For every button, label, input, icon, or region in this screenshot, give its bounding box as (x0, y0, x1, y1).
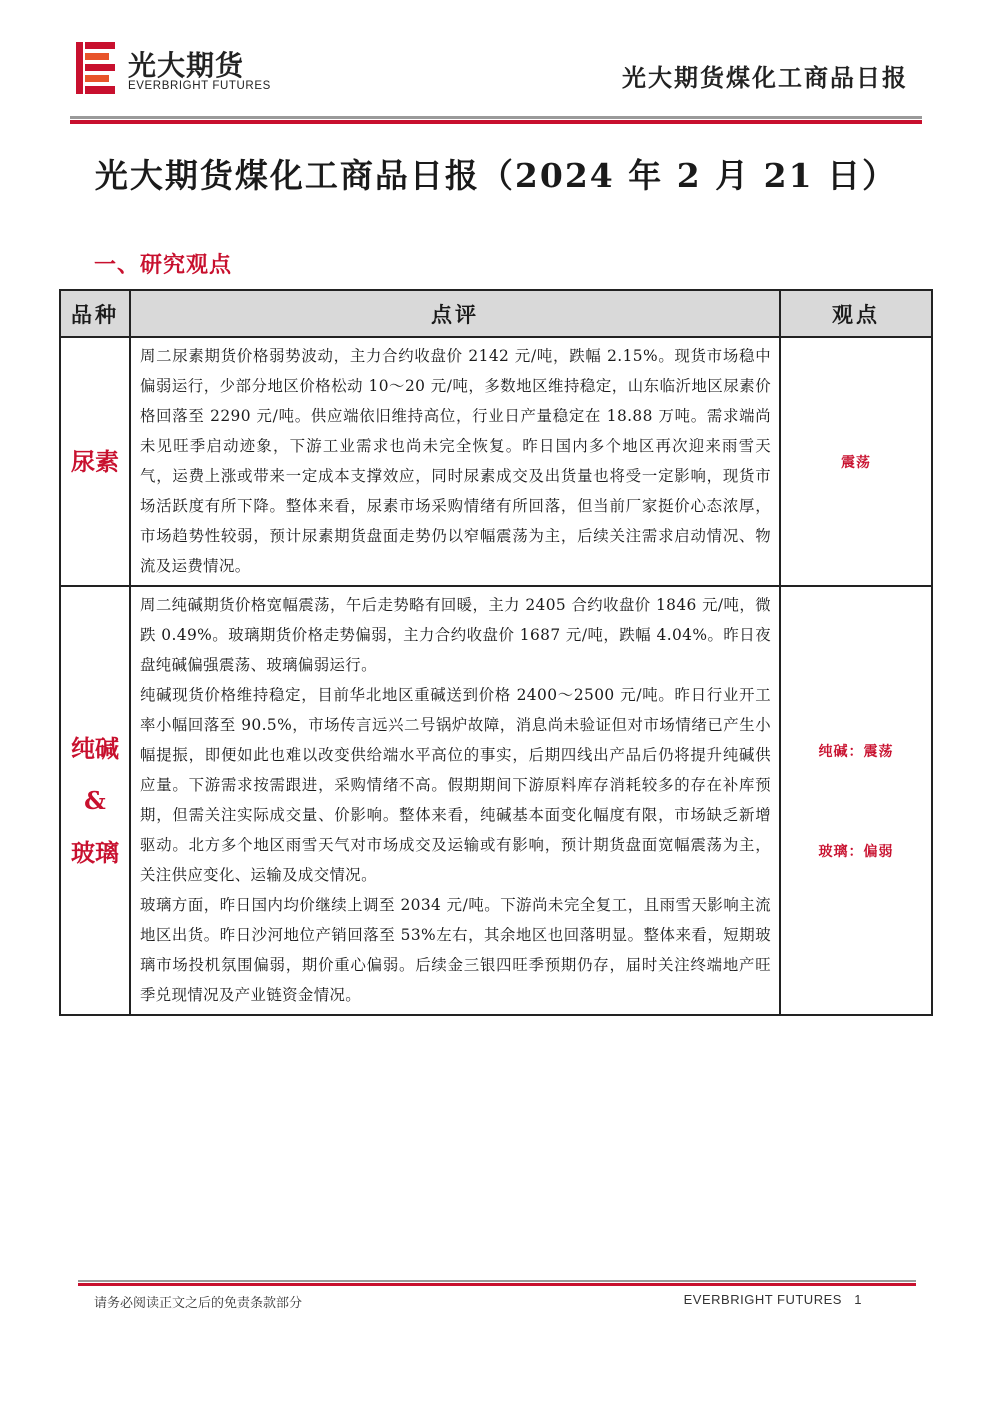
category-label: 纯碱 (71, 733, 119, 763)
view-label: 玻璃：偏弱 (818, 843, 894, 860)
footer-company: EVERBRIGHT FUTURES (683, 1292, 842, 1307)
comment-paragraph: 周二纯碱期货价格宽幅震荡，午后走势略有回暖，主力 2405 合约收盘价 1846 元/吨，微跌 0.49%。玻璃期货价格走势偏弱，主力合约收盘价 1687 元/吨，跌幅 4.04%。昨日夜盘纯碱偏强震荡、玻璃偏弱运行。 (140, 596, 771, 674)
header-divider-gray (70, 116, 922, 119)
comment-cell (130, 337, 780, 586)
comment-paragraph: 玻璃方面，昨日国内均价继续上调至 2034 元/吨。下游尚未完全复工，且雨雪天影响主流地区出货。昨日沙河地位产销回落至 53%左右，其余地区也回落明显。整体来看，短期玻璃市场投机氛围偏弱，期价重心偏弱。后续金三银四旺季预期仍存，届时关注终端地产旺季兑现情况及产业链资金情况。 (140, 896, 771, 1004)
view-cell (780, 337, 932, 586)
table-row-soda-glass (60, 586, 932, 1015)
table-header-row (60, 290, 932, 337)
view-cell (780, 586, 932, 1015)
comment-cell (130, 586, 780, 1015)
everbright-logo-icon (76, 42, 120, 94)
header-report-name: 光大期货煤化工商品日报 (622, 63, 908, 92)
category-label: & (84, 785, 106, 815)
column-header-variety: 品种 (60, 290, 130, 337)
category-cell (60, 586, 130, 1015)
footer-company-page (684, 1292, 862, 1307)
section-title: 一、研究观点 (94, 252, 233, 278)
footer-divider-red (78, 1283, 916, 1286)
category-label: 尿素 (71, 446, 119, 476)
category-label: 玻璃 (71, 837, 119, 867)
research-view-table (59, 289, 933, 1016)
category-cell (60, 337, 130, 586)
page-number: 1 (854, 1292, 862, 1307)
column-header-view: 观点 (780, 290, 932, 337)
company-logo (76, 40, 296, 98)
view-label: 震荡 (841, 454, 871, 471)
comment-paragraph: 周二尿素期货价格弱势波动，主力合约收盘价 2142 元/吨，跌幅 2.15%。现货市场稳中偏弱运行，少部分地区价格松动 10～20 元/吨，多数地区维持稳定，山东临沂地区尿素价格回落至 2290 元/吨。供应端依旧维持高位，行业日产量稳定在 18.88 万吨。需求端尚未见旺季启动迹象，下游工业需求也尚未完全恢复。昨日国内多个地区再次迎来雨雪天气，运费上涨或带来一定成本支撑效应，同时尿素成交及出货量也将受一定影响，现货市场活跃度有所下降。整体来看，尿素市场采购情绪有所回落，但当前厂家挺价心态浓厚，市场趋势性较弱，预计尿素期货盘面走势仍以窄幅震荡为主，后续关注需求启动情况、物流及运费情况。 (140, 347, 771, 575)
header-divider-red (70, 120, 922, 124)
document-title: 光大期货煤化工商品日报（2024 年 2 月 21 日） (94, 156, 898, 195)
footer-disclaimer: 请务必阅读正文之后的免责条款部分 (94, 1296, 303, 1311)
comment-paragraph: 纯碱现货价格维持稳定，目前华北地区重碱送到价格 2400～2500 元/吨。昨日行业开工率小幅回落至 90.5%，市场传言远兴二号锅炉故障，消息尚未验证但对市场情绪已产生小幅提振，即便如此也难以改变供给端水平高位的事实，后期四线出产品后仍将提升纯碱供应量。下游需求按需跟进，采购情绪不高。假期期间下游原料库存消耗较多的存在补库预期，但需关注实际成交量、价影响。整体来看，纯碱基本面变化幅度有限，市场缺乏新增驱动。北方多个地区雨雪天气对市场成交及运输或有影响，预计期货盘面宽幅震荡为主，关注供应变化、运输及成交情况。 (140, 686, 771, 884)
logo-english-name: EVERBRIGHT FUTURES (128, 80, 271, 92)
footer-divider-gray (78, 1280, 916, 1282)
view-label: 纯碱：震荡 (818, 743, 894, 760)
logo-chinese-name: 光大期货 (128, 49, 245, 82)
table-row-urea (60, 337, 932, 586)
column-header-comment: 点评 (130, 290, 780, 337)
